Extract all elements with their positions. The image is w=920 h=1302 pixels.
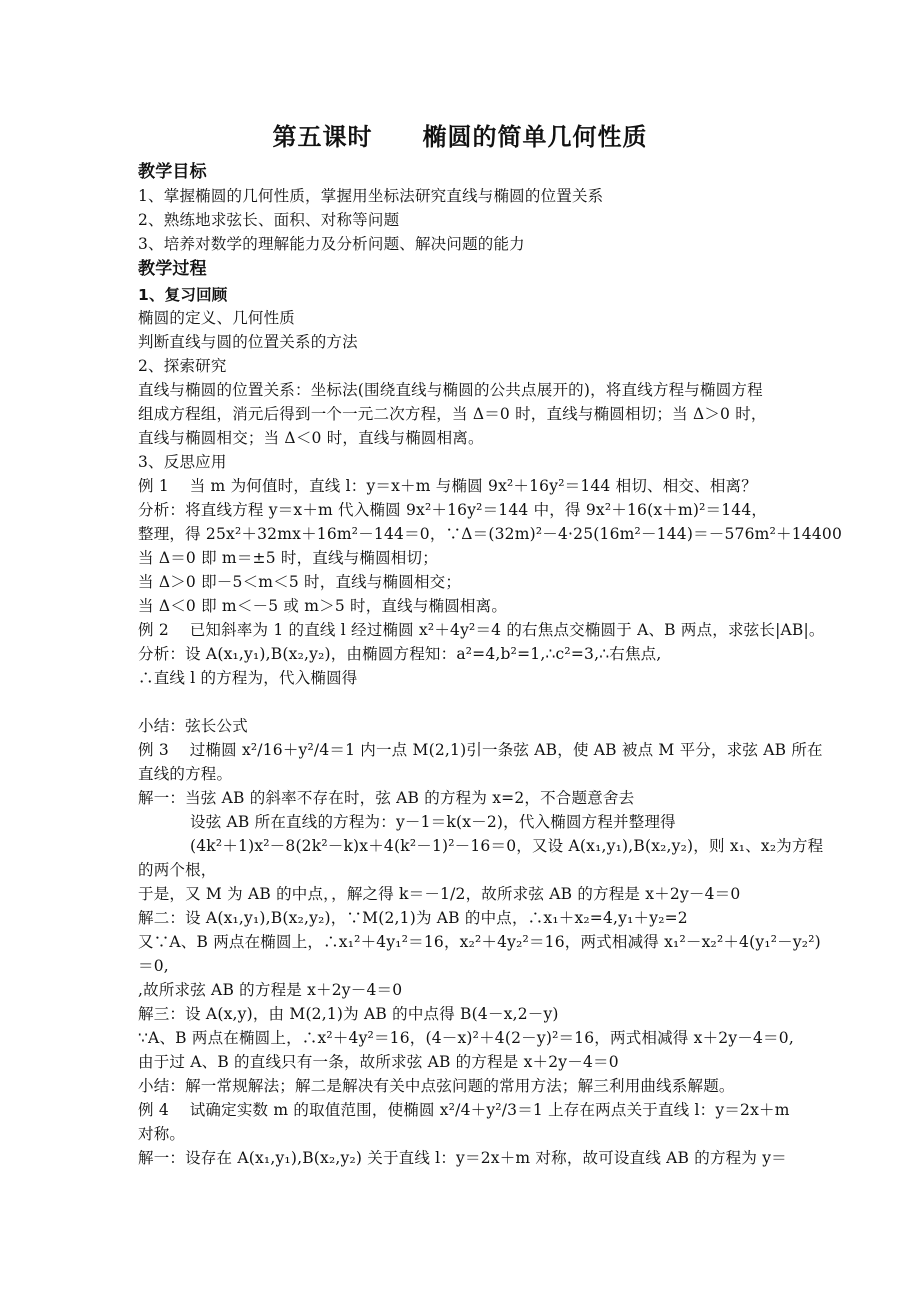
- text-line: 直线与椭圆相交；当 Δ＜0 时，直线与椭圆相离。: [138, 429, 484, 447]
- example-2: 例 2 已知斜率为 1 的直线 l 经过椭圆 x²＋4y²＝4 的右焦点交椭圆于 A、B 两点，求弦长|AB|。: [138, 621, 825, 639]
- text-line: (4k²＋1)x²－8(2k²－k)x＋4(k²－1)²－16＝0，又设 A(x₁,y₁),B(x₂,y₂)，则 x₁、x₂为方程: [190, 837, 824, 855]
- subheading-explore: 2、探索研究: [138, 357, 227, 375]
- text-line: ,故所求弦 AB 的方程是 x＋2y－4＝0: [138, 981, 403, 999]
- text-line: ∵A、B 两点在椭圆上，∴x²＋4y²＝16，(4－x)²＋4(2－y)²＝16，两式相减得 x＋2y－4＝0,: [138, 1029, 794, 1047]
- text-line: 解一：设存在 A(x₁,y₁),B(x₂,y₂) 关于直线 l：y＝2x＋m 对称，故可设直线 AB 的方程为 y＝: [138, 1149, 787, 1167]
- section-heading-objectives: 教学目标: [138, 162, 207, 182]
- text-line: 对称。: [138, 1125, 186, 1143]
- objective-2: 2、熟练地求弦长、面积、对称等问题: [138, 211, 400, 229]
- example-3: 例 3 过椭圆 x²/16＋y²/4＝1 内一点 M(2,1)引一条弦 AB，使 AB 被点 M 平分，求弦 AB 所在: [138, 741, 823, 759]
- text-line: 解三：设 A(x,y)，由 M(2,1)为 AB 的中点得 B(4－x,2－y): [138, 1005, 559, 1023]
- subheading-apply: 3、反思应用: [138, 453, 227, 471]
- text-line: 由于过 A、B 的直线只有一条，故所求弦 AB 的方程是 x＋2y－4＝0: [138, 1053, 619, 1071]
- text-line: 当 Δ＞0 即－5＜m＜5 时，直线与椭圆相交；: [138, 573, 462, 591]
- text-line: 分析：将直线方程 y＝x＋m 代入椭圆 9x²＋16y²＝144 中，得 9x²＋16(x＋m)²＝144，: [138, 501, 768, 519]
- text-line: 直线的方程。: [138, 765, 233, 783]
- text-line: 于是，又 M 为 AB 的中点，，解之得 k＝－1/2，故所求弦 AB 的方程是 x＋2y－4＝0: [138, 885, 741, 903]
- text-line: 又∵A、B 两点在椭圆上，∴x₁²＋4y₁²＝16，x₂²＋4y₂²＝16，两式相减得 x₁²－x₂²＋4(y₁²－y₂²): [138, 933, 821, 951]
- text-line: 判断直线与圆的位置关系的方法: [138, 333, 358, 351]
- text-line: 解二：设 A(x₁,y₁),B(x₂,y₂)，∵M(2,1)为 AB 的中点，∴x₁＋x₂=4,y₁＋y₂=2: [138, 909, 688, 927]
- section-heading-process: 教学过程: [138, 259, 207, 279]
- example-1: 例 1 当 m 为何值时，直线 l：y＝x＋m 与椭圆 9x²＋16y²＝144 相切、相交、相离？: [138, 477, 757, 495]
- text-line: 的两个根，: [138, 861, 217, 879]
- example-4: 例 4 试确定实数 m 的取值范围，使椭圆 x²/4＋y²/3＝1 上存在两点关于直线 l：y＝2x＋m: [138, 1101, 790, 1119]
- text-line: 椭圆的定义、几何性质: [138, 309, 296, 327]
- text-line: ＝0,: [138, 957, 169, 975]
- text-line: 解一：当弦 AB 的斜率不存在时，弦 AB 的方程为 x=2，不合题意舍去: [138, 789, 635, 807]
- subheading-review: 1、复习回顾: [138, 286, 228, 304]
- text-line: 组成方程组，消元后得到一个一元二次方程，当 Δ＝0 时，直线与椭圆相切；当 Δ＞0 时，: [138, 405, 767, 423]
- summary-line: 小结：弦长公式: [138, 717, 248, 735]
- text-line: 整理，得 25x²＋32mx＋16m²－144＝0，∵Δ＝(32m)²－4·25(16m²－144)＝－576m²＋14400: [138, 525, 843, 543]
- text-line: 当 Δ＜0 即 m＜－5 或 m＞5 时，直线与椭圆相离。: [138, 597, 508, 615]
- text-line: 分析：设 A(x₁,y₁),B(x₂,y₂)，由椭圆方程知：a²=4,b²=1,∴c²=3,∴右焦点,: [138, 645, 662, 663]
- objective-1: 1、掌握椭圆的几何性质，掌握用坐标法研究直线与椭圆的位置关系: [138, 187, 604, 205]
- page-title: 第五课时 椭圆的简单几何性质: [272, 123, 648, 151]
- text-line: 当 Δ＝0 即 m＝±5 时，直线与椭圆相切；: [138, 549, 438, 567]
- text-line: 直线与椭圆的位置关系：坐标法(围绕直线与椭圆的公共点展开的)，将直线方程与椭圆方程: [138, 381, 763, 399]
- objective-3: 3、培养对数学的理解能力及分析问题、解决问题的能力: [138, 235, 525, 253]
- text-line: ∴直线 l 的方程为，代入椭圆得: [138, 669, 358, 687]
- text-line: 设弦 AB 所在直线的方程为：y－1＝k(x－2)，代入椭圆方程并整理得: [190, 813, 676, 831]
- summary-line: 小结：解一常规解法；解二是解决有关中点弦问题的常用方法；解三利用曲线系解题。: [138, 1077, 735, 1095]
